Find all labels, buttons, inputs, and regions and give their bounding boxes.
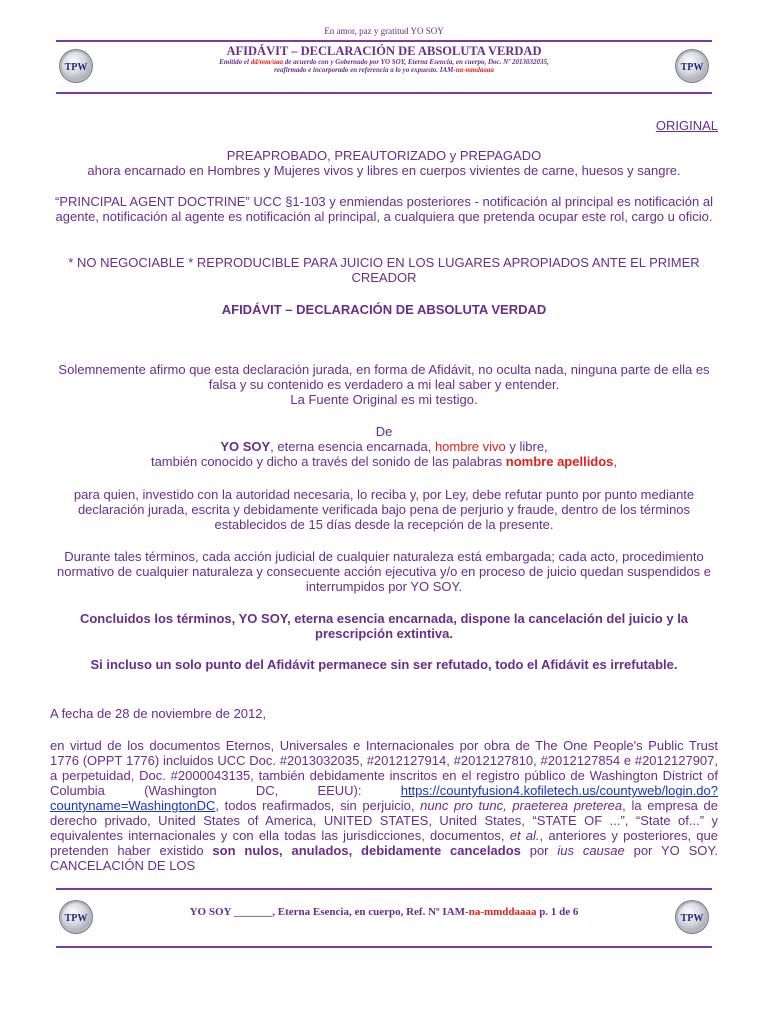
witness-line: La Fuente Original es mi testigo. (290, 392, 478, 407)
footer-bottom-rule (56, 946, 712, 948)
concluded-paragraph: Concluidos los términos, YO SOY, eterna esencia encarnada, dispone la cancelación del juicio y la prescripción extintiva. (79, 611, 689, 641)
principal-agent-doctrine: “PRINCIPAL AGENT DOCTRINE” UCC §1-103 y enmiendas posteriores - notificación al principal es notificación al agente, notificación al agente es notificación al principal, a cualquiera que pretenda ocupar este rol, cargo u oficio. (55, 194, 713, 224)
header-top-rule (56, 40, 712, 42)
tpw-logo-icon (62, 52, 90, 80)
header-motto: En amor, paz y gratitud YO SOY (324, 26, 444, 36)
non-negotiable-notice: * NO NEGOCIABLE * REPRODUCIBLE PARA JUICIO EN LOS LUGARES APROPIADOS ANTE EL PRIMER CREADOR (68, 255, 700, 285)
footer-reference: YO SOY _______, Eterna Esencia, en cuerpo, Ref. Nº IAM-na-mmddaaaa p. 1 de 6 (189, 906, 579, 918)
date-line: A fecha de 28 de noviembre de 2012, (50, 706, 267, 721)
logo-text: TPW (64, 913, 88, 924)
de-label: De (375, 424, 393, 439)
tpw-logo-icon (678, 52, 706, 80)
logo-text: TPW (680, 913, 704, 924)
nombre-apellidos: nombre apellidos (505, 454, 614, 469)
preapproved-line: PREAPROBADO, PREAUTORIZADO y PREPAGADO (226, 148, 542, 163)
header-subtitle: Emitido el dd/mm/aaa de acuerdo con y Gobernado por YO SOY, Eterna Esencia, en cuerpo, Doc. Nº 2013032035, reafirmado e incorporado en referencia a lo yo expuesto. IAM-na-mmdaaaa (219, 58, 549, 74)
yo-soy: YO SOY (220, 439, 271, 454)
logo-text: TPW (64, 62, 88, 73)
declarant-block: De YO SOY, eterna esencia encarnada, hombre vivo y libre, también conocido y dicho a través del sonido de las palabras nombre apellidos, (50, 424, 718, 469)
embargo-paragraph: Durante tales términos, cada acción judicial de cualquier naturaleza está embargada; cada acto, procedimiento normativo de cualquier naturaleza y consecuente acción ejecutiva y/o en proceso de juicio quedan suspendidos e interrumpidos por YO SOY. (56, 549, 712, 594)
issue-date-placeholder: dd/mm/aaa (250, 58, 283, 66)
tpw-logo-icon (678, 903, 706, 931)
refute-paragraph: para quien, investido con la autoridad necesaria, lo reciba y, por Ley, debe refutar punto por punto mediante declaración jurada, escrita y debidamente verificada bajo pena de perjurio y fraude, dentro de los términos establecidos de 15 días desde la recepción de la presente. (73, 487, 695, 532)
footer-top-rule (56, 888, 712, 890)
washington-dc-registry-link[interactable]: https://countyfusion4.kofiletech.us/countyweb/login.do?countyname=WashingtonDC (50, 783, 718, 813)
header-bottom-rule (56, 92, 712, 94)
tpw-logo-icon (62, 903, 90, 931)
intro-block (50, 148, 718, 178)
document-title: AFIDÁVIT – DECLARACIÓN DE ABSOLUTA VERDAD (221, 302, 547, 317)
original-label: ORIGINAL (655, 118, 718, 133)
footer-code: na-mmddaaaa (468, 906, 537, 918)
irrefutable-paragraph: Si incluso un solo punto del Afidávit permanece sin ser refutado, todo el Afidávit es irrefutable. (90, 657, 678, 672)
logo-text: TPW (680, 62, 704, 73)
hombre-vivo: hombre vivo (434, 439, 506, 454)
header-title: AFIDÁVIT – DECLARACIÓN DE ABSOLUTA VERDAD (226, 44, 542, 58)
reference-code: na-mmdaaaa (455, 66, 494, 74)
embodied-line: ahora encarnado en Hombres y Mujeres vivos y libres en cuerpos vivientes de carne, huesos y sangre. (87, 163, 681, 178)
main-paragraph: en virtud de los documentos Eternos, Universales e Internacionales por obra de The One People's Public Trust 1776 (OPPT 1776) incluidos UCC Doc. #2013032035, #2012127914, #2012127810, #2012127854 e #2012127907, a perpetuidad, Doc. #2000043135, también debidamente inscritos en el registro público de Washington District of Columbia (Washington DC, EEUU): https://countyfusion4.kofiletech.us/countyweb/login.do?countyname=WashingtonDC, todos reafirmados, sin perjuicio, nunc pro tunc, praeterea preterea, la empresa de derecho privado, United States of America, UNITED STATES, United States, “STATE OF ...”, “State of...” y equivalentes internacionales y con ella todas las jurisdicciones, documentos, et al., anteriores y posteriores, que pretenden haber existido son nulos, anulados, debidamente cancelados por ius causae por YO SOY. CANCELACIÓN DE LOS (50, 738, 718, 873)
solemn-affirmation: Solemnemente afirmo que esta declaración jurada, en forma de Afidávit, no oculta nada, ninguna parte de ella es falsa y su contenido es verdadero a mi leal saber y entender. La Fuente Original es mi testigo. (50, 362, 718, 407)
